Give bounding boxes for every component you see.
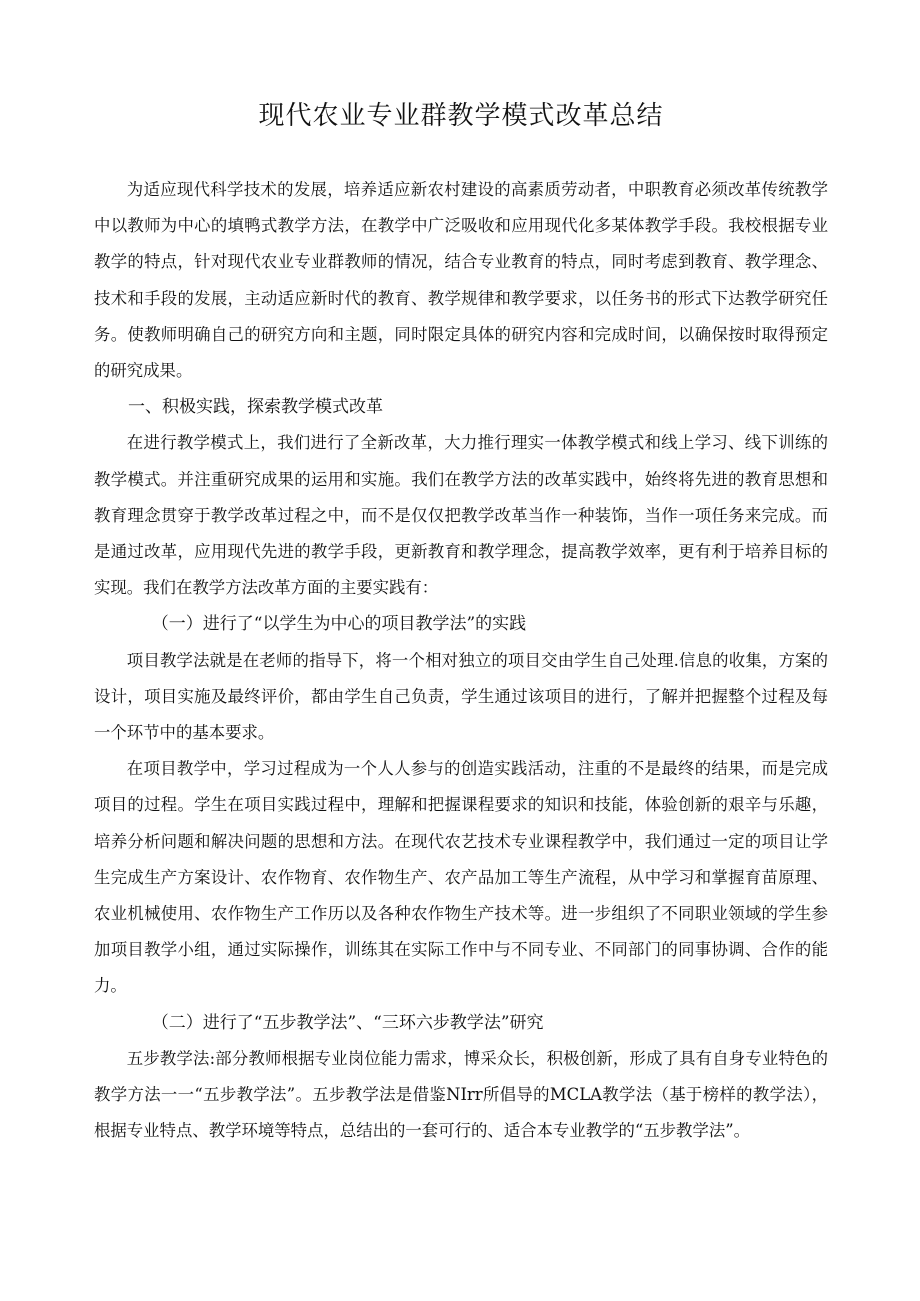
document-body bbox=[94, 172, 828, 1149]
subsection-heading-2: （二）进行了“五步教学法”、“三环六步教学法”研究 bbox=[151, 1012, 544, 1033]
document-title: 现代农业专业群教学模式改革总结 bbox=[258, 101, 664, 131]
subsection-1-paragraph-1: 项目教学法就是在老师的指导下，将一个相对独立的项目交由学生自己处理.信息的收集，方案的设计，项目实施及最终评价，都由学生自己负责，学生通过该项目的进行，了解并把握整个过程及每一个环节中的基本要求。 bbox=[94, 650, 828, 743]
section-1-paragraph: 在进行教学模式上，我们进行了全新改革，大力推行理实一体教学模式和线上学习、线下训练的教学模式。并注重研究成果的运用和实施。我们在教学方法的改革实践中，始终将先进的教育思想和教育理念贯穿于教学改革过程之中，而不是仅仅把教学改革当作一种装饰，当作一项任务来完成。而是通过改革，应用现代先进的教学手段，更新教育和教学理念，提高教学效率，更有利于培养目标的实现。我们在教学方法改革方面的主要实践有： bbox=[94, 433, 828, 598]
section-heading-1: 一、积极实践，探索教学模式改革 bbox=[128, 397, 383, 418]
intro-paragraph: 为适应现代科学技术的发展，培养适应新农村建设的高素质劳动者，中职教育必须改革传统教学中以教师为中心的填鸭式教学方法，在教学中广泛吸收和应用现代化多某体教学手段。我校根据专业教学的特点，针对现代农业专业群教师的情况，结合专业教育的特点，同时考虑到教育、教学理念、技术和手段的发展，主动适应新时代的教育、教学规律和教学要求，以任务书的形式下达教学研究任务。使教师明确自己的研究方向和主题，同时限定具体的研究内容和完成时间，以确保按时取得预定的研究成果。 bbox=[94, 180, 828, 381]
subsection-heading-1: （一）进行了“以学生为中心的项目教学法”的实践 bbox=[151, 614, 527, 635]
subsection-2-paragraph-1: 五步教学法:部分教师根据专业岗位能力需求，博采众长，积极创新，形成了具有自身专业特色的教学方法一一“五步教学法”。五步教学法是借鉴NIrr所倡导的MCLA教学法（基于榜样的教学法），根据专业特点、教学环境等特点，总结出的一套可行的、适合本专业教学的“五步教学法”。 bbox=[94, 1048, 828, 1141]
subsection-1-paragraph-2: 在项目教学中，学习过程成为一个人人参与的创造实践活动，注重的不是最终的结果，而是完成项目的过程。学生在项目实践过程中，理解和把握课程要求的知识和技能，体验创新的艰辛与乐趣，培养分析问题和解决问题的思想和方法。在现代农艺技术专业课程教学中，我们通过一定的项目让学生完成生产方案设计、农作物育、农作物生产、农产品加工等生产流程，从中学习和掌握育苗原理、农业机械使用、农作物生产工作历以及各种农作物生产技术等。进一步组织了不同职业领域的学生参加项目教学小组，通过实际操作，训练其在实际工作中与不同专业、不同部门的同事协调、合作的能力。 bbox=[94, 759, 828, 996]
